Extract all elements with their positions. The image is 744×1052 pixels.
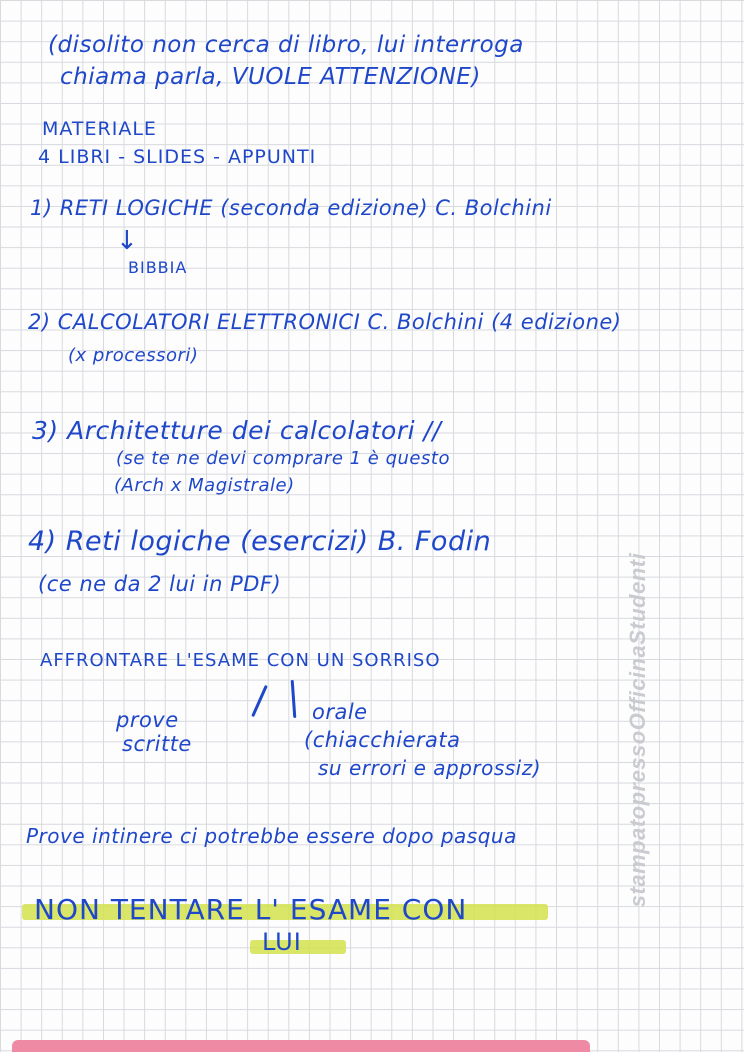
exam-oral-line-3: su errori e approssiz) <box>318 756 542 780</box>
book-item-3: 3) Architetture dei calcolatori // <box>32 416 442 445</box>
branch-line-left <box>251 685 268 717</box>
footer-bar <box>12 1040 590 1052</box>
watermark-text: stampatopressoOfficinaStudenti <box>625 552 650 908</box>
warning-line-1: NON TENTARE L' ESAME CON <box>34 893 468 926</box>
book-item-4: 4) Reti logiche (esercizi) B. Fodin <box>28 526 492 557</box>
book-item-3-note-line-1: (se te ne devi comprare 1 è questo <box>116 448 450 469</box>
warning-line-2: LUI <box>262 928 302 956</box>
book-item-2-note: (x processori) <box>68 345 199 366</box>
intro-line-2: chiama parla, VUOLE ATTENZIONE) <box>60 64 481 90</box>
materiale-title: MATERIALE <box>42 118 157 140</box>
exam-written-line-1: prove <box>116 708 179 732</box>
branch-line-right <box>291 680 297 718</box>
exam-oral-line-1: orale <box>312 700 368 724</box>
book-item-1-note: BIBBIA <box>128 258 188 277</box>
book-item-1: 1) RETI LOGICHE (seconda edizione) C. Bolchini <box>30 196 552 220</box>
book-item-2: 2) CALCOLATORI ELETTRONICI C. Bolchini (4 edizione) <box>28 310 622 334</box>
materiale-subtitle: 4 LIBRI - SLIDES - APPUNTI <box>38 146 317 168</box>
exam-written-line-2: scritte <box>122 732 192 756</box>
intro-line-1: (disolito non cerca di libro, lui interroga <box>48 32 524 58</box>
book-item-3-note-line-2: (Arch x Magistrale) <box>114 475 295 496</box>
book-item-4-note: (ce ne da 2 lui in PDF) <box>38 572 282 596</box>
arrow-down-icon: ↓ <box>116 226 138 256</box>
exam-title: AFFRONTARE L'ESAME CON UN SORRISO <box>40 650 441 671</box>
prove-itinere-note: Prove intinere ci potrebbe essere dopo pasqua <box>26 824 517 848</box>
exam-oral-line-2: (chiacchierata <box>304 728 461 752</box>
